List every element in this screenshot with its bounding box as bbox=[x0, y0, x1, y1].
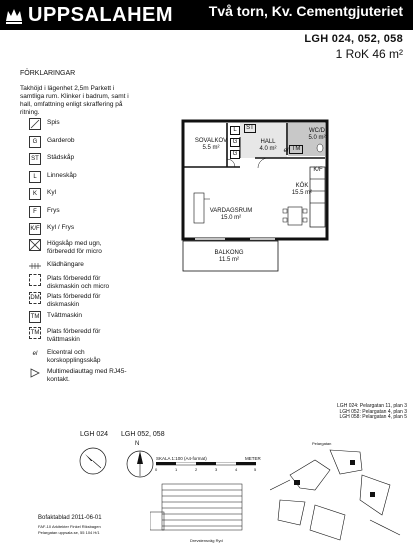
brand-logo bbox=[4, 4, 173, 27]
fridge-freezer-icon: K/F bbox=[29, 223, 41, 235]
legend-label: Elcentral och korskopplingsskåp bbox=[47, 349, 101, 364]
compass-icon bbox=[78, 446, 108, 476]
legend-label: Städskåp bbox=[47, 154, 75, 161]
electrical-panel-icon: el bbox=[32, 351, 38, 357]
legend-label: Garderob bbox=[47, 137, 75, 144]
room-name: HALL bbox=[260, 139, 276, 145]
scale-tick: 5 bbox=[254, 467, 257, 472]
room-area: 4.0 m² bbox=[259, 146, 277, 152]
legend-label: Plats förberedd för diskmaskin bbox=[47, 293, 101, 308]
legend-item bbox=[29, 136, 74, 148]
legend-description: Takhöjd i lägenhet 2,5m Parkett i samtliga rum. Klinker i badrum, samt i hall, omfattning enligt skraffering på ritning. bbox=[20, 85, 129, 116]
apartment-notes bbox=[317, 404, 407, 421]
legend-title: FÖRKLARINGAR bbox=[20, 70, 76, 77]
legend-label: Linneskåp bbox=[47, 172, 77, 179]
legend-item bbox=[29, 171, 77, 183]
room-name: VARDAGSRUM bbox=[209, 208, 253, 214]
scale-tick: 1 bbox=[175, 467, 178, 472]
legend-item bbox=[29, 206, 60, 218]
room-area: 15.5 m² bbox=[291, 190, 313, 196]
room-kok bbox=[282, 183, 322, 197]
cleaning-closet-icon: ST bbox=[29, 153, 41, 165]
room-name: KÖK bbox=[295, 183, 309, 189]
scale-tick: 4 bbox=[235, 467, 238, 472]
room-name: SOVALKOV bbox=[194, 138, 228, 144]
legend-label: Kyl / Frys bbox=[47, 224, 75, 231]
washing-machine-tag: TM bbox=[289, 145, 303, 154]
company-line: FAF-10 Arkitekter Finkel Riksbagen bbox=[38, 524, 101, 529]
fridge-freezer-tag: K/F bbox=[313, 167, 323, 173]
lgh-label-b: LGH 052, 058 bbox=[121, 431, 165, 438]
legend-item bbox=[29, 274, 127, 290]
linen-closet-icon: L bbox=[29, 171, 41, 183]
wardrobe-tag: G bbox=[230, 150, 240, 159]
legend-item bbox=[29, 188, 56, 200]
legend-item bbox=[29, 153, 74, 165]
legend-item bbox=[29, 348, 127, 364]
wardrobe-icon: G bbox=[29, 136, 41, 148]
fridge-icon: K bbox=[29, 188, 41, 200]
room-name: BALKONG bbox=[214, 250, 244, 256]
crown-icon bbox=[4, 6, 24, 26]
oven-cabinet-icon bbox=[29, 239, 41, 251]
legend-label: Frys bbox=[47, 207, 60, 214]
room-area: 5.5 m² bbox=[202, 145, 220, 151]
brand-name: UPPSALAHEM bbox=[28, 4, 174, 26]
legend-label: Högskåp med ugn, förberedd för micro bbox=[47, 240, 102, 255]
site-plan bbox=[270, 440, 405, 545]
room-vardagsrum bbox=[206, 208, 256, 222]
stove-icon bbox=[29, 118, 41, 130]
legend-label: Plats förberedd för diskmaskin och micro bbox=[47, 275, 110, 290]
cleaning-closet-tag: ST bbox=[244, 124, 256, 133]
note-line: LGH 052: Pelargatan 4, plan 3 bbox=[339, 408, 407, 415]
north-label: N bbox=[135, 441, 140, 447]
room-hall bbox=[253, 139, 283, 153]
hanger-icon bbox=[29, 260, 41, 272]
scale-unit: METER bbox=[245, 456, 261, 461]
legend-label: Multimediauttag med RJ45-kontakt. bbox=[47, 368, 127, 383]
page-title: Två torn, Kv. Cementgjuteriet bbox=[208, 3, 403, 19]
building-elevation bbox=[150, 478, 260, 540]
legend-item bbox=[29, 292, 127, 308]
scale-tick: 2 bbox=[195, 467, 198, 472]
dishwasher-micro-icon bbox=[29, 274, 41, 286]
scale-label: SKALA 1:100 (A4-format) bbox=[156, 456, 207, 461]
freezer-icon: F bbox=[29, 206, 41, 218]
legend-item bbox=[29, 239, 127, 255]
room-sovalkov bbox=[191, 138, 231, 152]
rooms-area: 1 RoK 46 m² bbox=[335, 47, 403, 61]
room-wc bbox=[302, 128, 332, 142]
company-line: Pelargatan uppsala.se, 55 104 H/1 bbox=[38, 530, 100, 535]
linen-closet-tag: L bbox=[230, 126, 240, 135]
washing-machine-icon: TM bbox=[29, 311, 41, 323]
street-label: Drevstensväg Ryd bbox=[190, 538, 223, 543]
room-name: WC/D bbox=[309, 128, 325, 134]
dishwasher-icon: DM bbox=[29, 292, 41, 304]
multimedia-outlet-icon bbox=[29, 367, 41, 379]
room-area: 11.5 m² bbox=[219, 257, 239, 263]
washing-machine-prep-icon: TM bbox=[29, 327, 41, 339]
note-line: LGH 024: Pelargatan 11, plan 3 bbox=[337, 403, 407, 409]
street-label: Pelargatan bbox=[312, 441, 332, 446]
lgh-label-a: LGH 024 bbox=[80, 431, 109, 438]
note-line: LGH 058: Pelargatan 4, plan 5 bbox=[339, 414, 407, 420]
legend-item bbox=[29, 118, 60, 130]
room-area: 15.0 m² bbox=[220, 215, 242, 221]
wardrobe-tag: G bbox=[230, 138, 240, 147]
legend-label: Spis bbox=[47, 119, 60, 126]
apartment-numbers: LGH 024, 052, 058 bbox=[304, 33, 403, 45]
room-balkong bbox=[204, 250, 254, 264]
scale-bar bbox=[156, 462, 256, 468]
legend-label: Tvättmaskin bbox=[47, 312, 83, 319]
legend-label: Klädhängare bbox=[47, 261, 84, 268]
scale-tick: 0 bbox=[155, 467, 158, 472]
room-area: 5.0 m² bbox=[308, 135, 326, 141]
document-date: Bofaktablad 2011-06-01 bbox=[38, 515, 102, 521]
electrical-panel-tag: el bbox=[283, 148, 289, 154]
legend-item bbox=[29, 327, 127, 343]
scale-tick: 3 bbox=[215, 467, 218, 472]
compass-icon bbox=[125, 449, 158, 479]
legend-item bbox=[29, 311, 82, 323]
legend-item bbox=[29, 223, 74, 235]
legend-item bbox=[29, 260, 84, 272]
legend-item bbox=[29, 367, 127, 383]
legend-label: Kyl bbox=[47, 189, 57, 196]
legend-label: Plats förberedd för tvättmaskin bbox=[47, 328, 101, 343]
